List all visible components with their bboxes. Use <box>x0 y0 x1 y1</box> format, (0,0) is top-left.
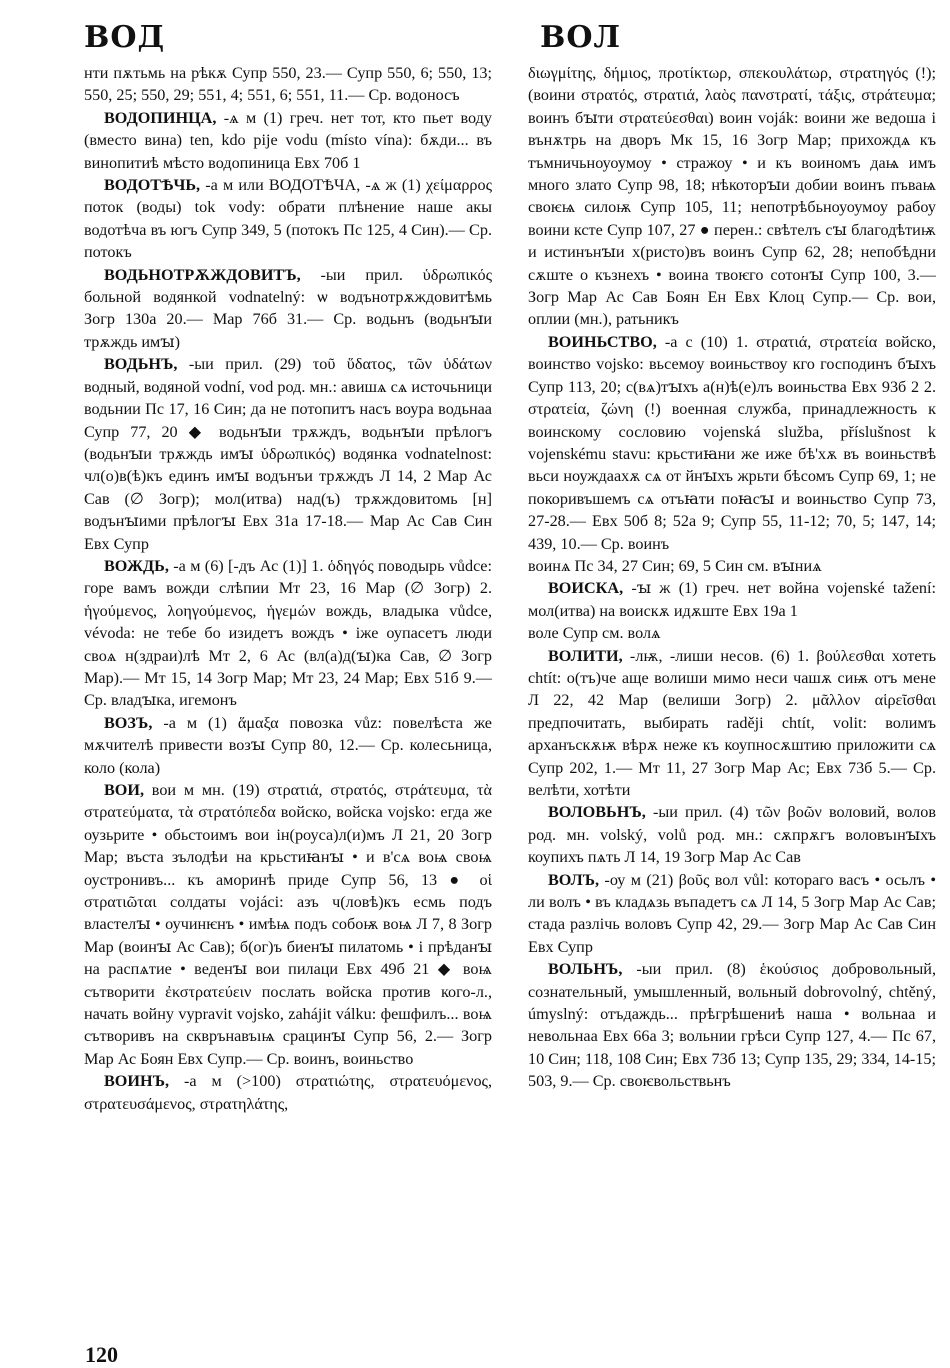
dictionary-entry <box>528 958 936 1092</box>
dictionary-entry <box>528 869 936 959</box>
entry-text: -ыи прил. ὑδρωπικός больной водянкой vodnatelný: ѡ водънотрѫждовитѣмь Зогр 130а 20.— Мар 76б 31.— Ср. водьнъ (водьнꙑи трѫждь имꙑ) <box>84 265 492 351</box>
entry-text: -а м или ВОДОТѢЧА, -ѧ ж (1) χείμαρρος поток (воды) tok vody: обрати плѣнение наше акы водотѣча въ югъ Супр 349, 5 (потокъ Пс 125, 4 Син).— Ср. потокъ <box>84 176 492 262</box>
dictionary-entry <box>84 712 492 779</box>
entry-text: -ыи прил. (29) τοῦ ὕδατος, τῶν ὑδάτων водный, водяной vodní, vod род. мн.: авишѧ сѧ источьници водьнии Пс 17, 16 Син; да не потопитъ насъ воура водьнаа Супр 77, 20 ◆ водьнꙑи трѫждъ, водьнꙑи прѣлогъ (водьнꙑи трѫждь имꙑ ὑδρωπικός) водянка vodnatelnost: чл(о)в(ѣ)къ единъ имꙑ водънъи трѫждъ Л 14, 2 Мар Ас Сав (∅ Зогр); мол(итва) над(ъ) трѫждовитомь [н] водънꙑими прѣлогꙑ Евх 31а 17-18.— Мар Ас Сав Син Евх Супр <box>84 355 492 553</box>
dictionary-entry <box>84 62 492 107</box>
headword: ВОЖДЬ, <box>104 556 169 575</box>
running-head-right: ВОЛ <box>540 20 622 55</box>
headword: ВОДЬНЪ, <box>104 355 178 374</box>
entry-text: -а м (1) ἅμαξα повозка vůz: повелѣста же мѫчителѣ привести возꙑ Супр 80, 12.— Ср. колесьница, коло (кола) <box>84 713 492 777</box>
dictionary-entry <box>528 577 936 622</box>
dictionary-entry <box>84 107 492 174</box>
dictionary-entry <box>528 62 936 331</box>
dictionary-entry <box>528 645 936 802</box>
dictionary-entry <box>528 622 936 644</box>
entry-text: воле Супр см. волѧ <box>528 624 661 643</box>
headword: ВОИНЬСТВО, <box>548 332 657 351</box>
headword: ВОЛЪ, <box>548 870 600 889</box>
dictionary-entry <box>84 353 492 555</box>
headword: ВОИ, <box>104 781 145 799</box>
dictionary-entry <box>84 264 492 354</box>
dictionary-entry <box>84 174 492 264</box>
page-number: 120 <box>85 1342 118 1367</box>
left-column <box>84 62 492 1115</box>
headword: ВОДОПИНЦА, <box>104 108 217 127</box>
entry-text: διωγμίτης, δήμιος, προτίκτωρ, σπεκουλάτωρ, στρατηγός (!); (воини στρατός, στρατιά, λαὸς πανστρατί, τάξις, στράτευμα; воинъ бꙑти στρατεύεσθαι) воин voják: воини же ведоша і вънѫтрь на дворъ Мк 15, 16 Зогр Мар; прихождѧ къ тъмничьноуоумоу • стражоу • и къ воиномъ даѩ имъ много злато Супр 98, 18; нѣкоторꙑи добии воинъ пъваѩ своѥѩ силоѭ Супр 105, 11; непотрѣбьноуоумоу рабоу воини ксте Супр 107, 27 ● перен.: свѣтелъ сꙑ благодѣтиѭ и истинънꙑи х(ристо)въ воинъ Супр 62, 28; непобѣдни сѫште о къзнехъ • воина твоѥго сотонꙑ Супр 100, 3.— Зогр Мар Ас Сав Боян Ен Евх Клоц Супр.— Ср. вои, оплии (мн.), ратьникъ <box>528 64 936 329</box>
entry-text: -ѧ м (1) греч. нет тот, кто пьет воду (вместо вина) ten, kdo pije vodu (místo vína): бѫди... въ винопитиѣ мѣсто водопиница Евх 70б 1 <box>84 108 492 172</box>
right-column <box>528 62 936 1093</box>
dictionary-entry <box>528 801 936 868</box>
entry-text: -оу м (21) βοῦς вол vůl: котораго васъ • осьлъ • ли волъ • въ кладѧзь въпадетъ сѧ Л 14, 5 Зогр Мар Ас Сав; стада разлічь воловъ Супр 42, 29.— Зогр Мар Ас Сав Син Евх Супр <box>528 870 936 956</box>
entry-text: нти пѫтьмь на рѣкѫ Супр 550, 23.— Супр 550, 6; 550, 13; 550, 25; 550, 29; 551, 4; 551, 6; 551, 11.— Ср. водоносъ <box>84 64 492 105</box>
headword: ВОИСКА, <box>548 579 624 598</box>
dictionary-entry <box>528 331 936 555</box>
headword: ВОДОТѢЧЬ, <box>104 176 201 195</box>
headword: ВОДЬНОТРѪЖДОВИТЪ, <box>104 265 301 284</box>
entry-text: -ꙑ ж (1) греч. нет война vojenské tažení: мол(итва) на воискѫ идѫште Евх 19а 1 <box>528 579 936 620</box>
headword: ВОЛЬНЪ, <box>548 960 623 979</box>
dictionary-entry <box>84 779 492 1070</box>
headword: ВОЗЪ, <box>104 713 153 732</box>
dictionary-entry <box>84 555 492 712</box>
running-head-left: ВОД <box>84 20 166 55</box>
entry-text: -а с (10) 1. στρατιά, στρατεία войско, воинство vojsko: вьсемоу воиньствоу кго господинъ бꙑхъ Супр 113, 20; с(вѧ)тꙑхъ а(н)ѣ(е)лъ воиньства Евх 93б 2 2. στρατεία, ζώνη (!) военная служба, принадлежность к воинскому сословию vojenská služba, příslušnost k vojenskému stavu: крьстиꙗни же иже бѣ'хѫ въ воиньствѣ вьси ноуждаахѫ сѧ от йнꙑхъ жрьти бѣсомъ Супр 69, 1; не покоривъшемъ сѧ отъꙗти поꙗсꙑ и воиньство Супр 73, 27-28.— Евх 50б 8; 52а 9; Супр 55, 11-12; 70, 5; 147, 14; 439, 10.— Ср. воинъ <box>528 332 936 553</box>
dictionary-entry <box>528 555 936 577</box>
entry-text: -ыи прил. (8) ἑκούσιος добровольный, сознательный, умышленный, вольный dobrovolný, chtěný, úmyslný: отъдаждь... прѣгрѣшениѣ наша • вольнаа и невольнаа Евх 66а 3; вольнии грѣси Супр 127, 4.— Пс 67, 10 Син; 118, 108 Син; Евх 73б 13; Супр 135, 29; 334, 14-15; 503, 9.— Ср. своѥвольствьнъ <box>528 960 936 1091</box>
entry-text: -ыи прил. (4) τῶν βοῶν воловий, волов род. мн. volský, volů род. мн.: сѫпрѫгъ воловъıнꙑхъ коупихъ пѧть Л 14, 19 Зогр Мар Ас Сав <box>528 803 936 867</box>
headword: ВОЛОВЬНЪ, <box>548 803 646 822</box>
dictionary-entry <box>84 1070 492 1115</box>
headword: ВОЛИТИ, <box>548 646 623 665</box>
entry-text: -а м (6) [-дъ Ас (1)] 1. ὁδηγός поводырь vůdce: горе вамъ вожди слѣпии Мт 23, 16 Мар (∅ Зогр) 2. ἡγούμενος, λοηγούμενος, ἡγεμών вождь, владыка vůdce, vévoda: не тебе бо изидетъ вождъ • іже оупасетъ люди своѧ н(здраи)лѣ Мт 2, 6 Ас (вл(а)д(ꙑ)ка Сав, ∅ Зогр Мар).— Мт 15, 14 Зогр Мар; Мт 23, 24 Мар; Евх 51б 9.— Ср. владꙑка, игемонъ <box>84 556 492 710</box>
entry-text: вои м мн. (19) στρατιά, στρατός, στράτευμα, τὰ στρατεύματα, τὰ στρατόπεδα войско, войска vojsko: егда же оузьрите • обьстоимъ вои ін(роуса)л(и)мъ Л 21, 20 Зогр Мар; въста зълодѣи на крьстиꙗнꙑ • и в'сѧ воѩ своѩ оустронивъ... къ аморинѣ приде Супр 56, 13 ● οἱ στρατιῶται солдаты vojáci: азъ ч(ловѣ)къ есмь подъ властелꙑ • оучинѥнъ • имѣѩ подъ собоѭ воѩ Л 7, 8 Зогр Мар (воинꙑ Ас Сав); б(ог)ъ биенꙑ пилатомь • і прѣданꙑ на распѧтие • веденꙑ вои пилаци Евх 49б 21 ◆ воѩ сътворити ἐκστρατεύειν послать войска против кого-л., начать войну vypravit vojsko, zahájit válku: фешфилъ... воѩ сътворивъ на скврънавъıѩ срацинꙑ Супр 56, 2.— Зогр Мар Ас Боян Евх Супр.— Ср. воинъ, воиньство <box>84 781 492 1068</box>
entry-text: воинѧ Пс 34, 27 Син; 69, 5 Син см. вꙑниѧ <box>528 556 822 575</box>
entry-text: -лѭ, -лиши несов. (6) 1. βούλεσθαι хотеть chtít: о(тъ)че аще волиши мимо неси чашѫ сиѭ отъ мене Л 22, 42 Мар (велиши Зогр) 2. μᾶλλον αἱρεῖσθαι предпочитать, выбирать raději chtít, volit: волимъ арханъскѫѭ вѣрѫ неже къ коупносѫштию приложити сѧ Супр 202, 1.— Мт 11, 27 Зогр Мар Ас; Евх 73б 5.— Ср. велѣти, хотѣти <box>528 646 936 799</box>
headword: ВОИНЪ, <box>104 1072 170 1091</box>
entry-text: -а м (>100) στρατιώτης, στρατευόμενος, στρατευσάμενος, στρατηλάτης, <box>84 1072 492 1113</box>
